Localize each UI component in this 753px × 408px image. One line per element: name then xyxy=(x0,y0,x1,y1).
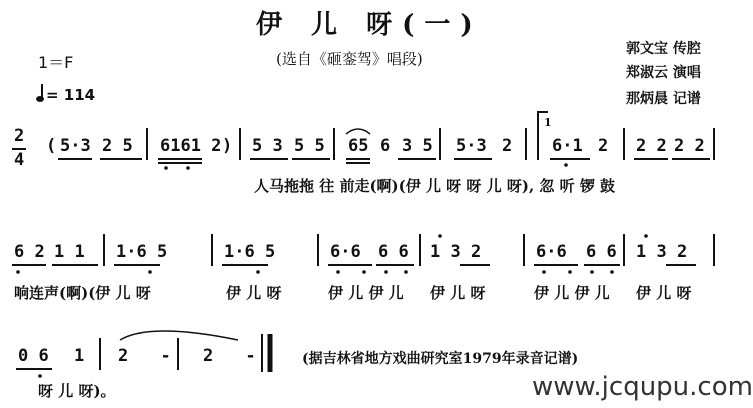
note-group: 1·6 5 xyxy=(224,242,276,262)
source-note: (据吉林省地方戏曲研究室1979年录音记谱) xyxy=(302,351,579,367)
note-group: 5·3 xyxy=(456,136,487,156)
note-group: 2 xyxy=(598,136,609,156)
song-title: 伊 儿 呀(一) xyxy=(256,10,483,40)
note-group: ( xyxy=(46,136,57,156)
site-watermark: www.jcqupu.com xyxy=(532,372,753,402)
note-group: 6·1 xyxy=(552,136,583,156)
note-group: 1 xyxy=(74,346,85,366)
tempo-marking: = 114 xyxy=(46,86,96,104)
note-group: 1·6 5 xyxy=(116,242,168,262)
note-group: 6·6 xyxy=(536,242,567,262)
note-group: 6 6 xyxy=(378,242,409,262)
note-group: 2 - 2 - xyxy=(118,346,256,366)
time-sig-top: 2 xyxy=(14,126,25,146)
note-group: 2 2 xyxy=(674,136,705,156)
lyrics-line-3: 呀 儿 呀)。 xyxy=(38,382,116,400)
note-group: 1 3 2 xyxy=(430,242,482,262)
lyrics-line-2: 伊 儿 伊 儿 xyxy=(328,284,404,302)
note-group: 5 3 xyxy=(252,136,283,156)
key-signature: 1＝F xyxy=(38,53,74,72)
note-group: 6 2 xyxy=(14,242,45,262)
note-group: 0 6 xyxy=(18,346,49,366)
credit-composer: 郭文宝 传腔 xyxy=(626,41,701,57)
lyrics-line-2: 伊 儿 伊 儿 xyxy=(534,284,610,302)
note-group: 2 2 xyxy=(636,136,667,156)
lyrics-line-2: 伊 儿 呀 xyxy=(636,284,692,302)
note-group: 1 1 xyxy=(54,242,85,262)
note-group: 2 5 xyxy=(102,136,133,156)
credit-performer: 郑淑云 演唱 xyxy=(626,65,701,81)
note-group: 5·3 xyxy=(60,136,91,156)
note-group: 6 6 xyxy=(586,242,617,262)
note-group: 2 xyxy=(502,136,513,156)
song-subtitle: (选自《砸銮驾》唱段) xyxy=(276,50,423,68)
lyrics-line-2: 伊 儿 呀 xyxy=(430,284,486,302)
time-sig-bottom: 4 xyxy=(14,150,25,170)
credit-transcriber: 那炳晨 记谱 xyxy=(626,91,701,107)
note-group: 1 3 2 xyxy=(636,242,688,262)
lyrics-line-2: 响连声(啊)(伊 儿 呀 xyxy=(14,284,151,302)
note-group: 5 5 xyxy=(294,136,325,156)
note-group: 6 xyxy=(380,136,391,156)
note-group: 3 5 xyxy=(402,136,433,156)
note-group: ) xyxy=(222,136,233,156)
lyrics-line-1: 人马拖拖 往 前走(啊)(伊 儿 呀 呀 儿 呀), 忽 听 锣 鼓 xyxy=(254,177,616,195)
lyrics-line-2: 伊 儿 呀 xyxy=(226,284,282,302)
volta-number: 1 xyxy=(544,116,552,129)
note-group: 6161 2 xyxy=(160,136,222,156)
note-group: 65 xyxy=(348,136,369,156)
note-group: 6·6 xyxy=(330,242,361,262)
